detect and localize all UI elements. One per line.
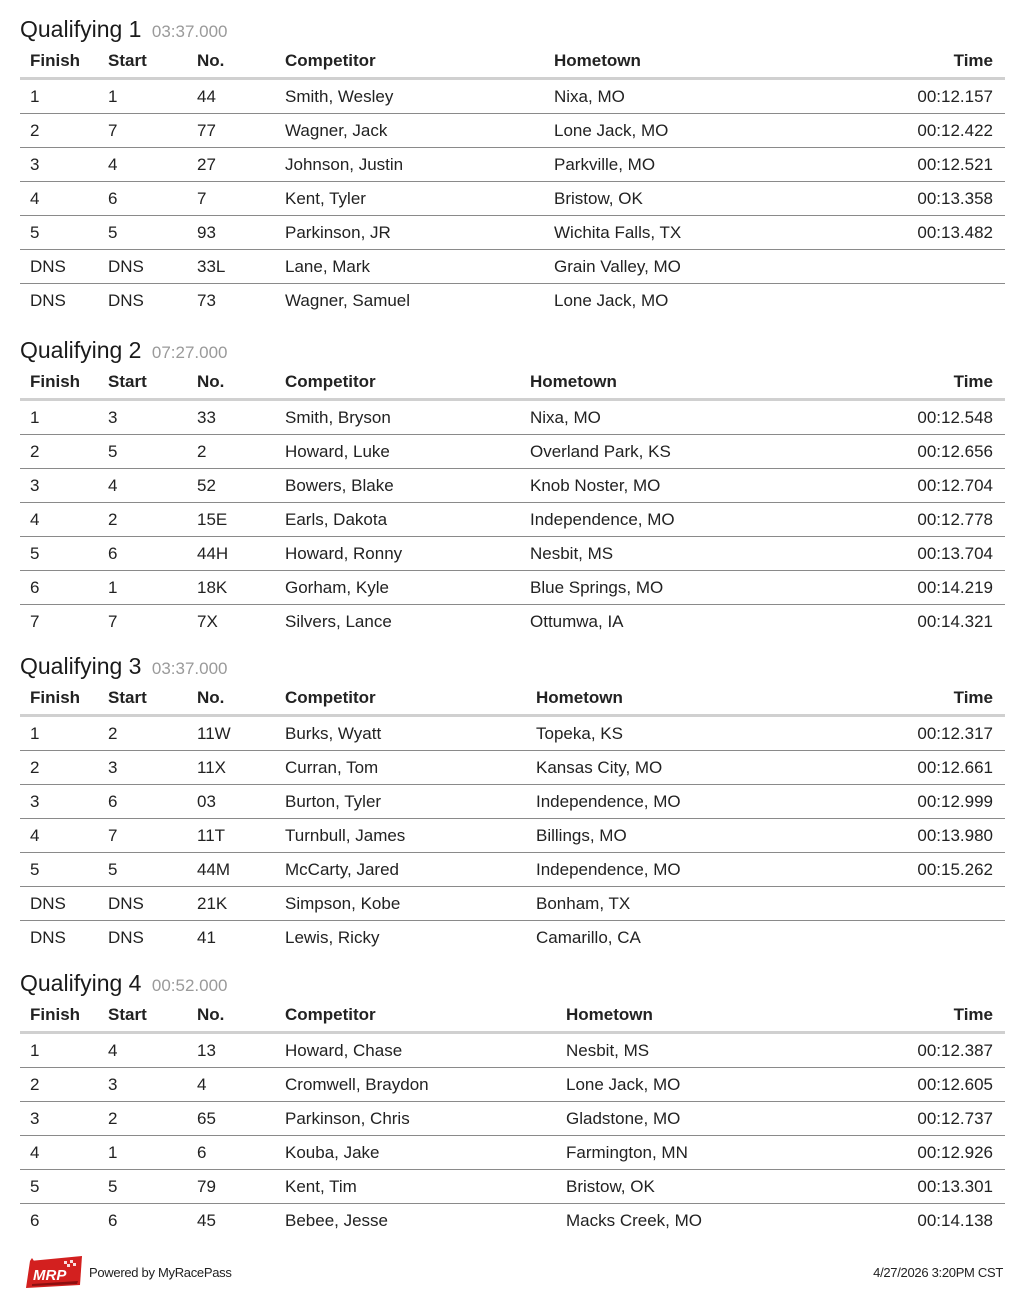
- time-cell: 00:12.548: [824, 400, 1005, 435]
- number-header: No.: [197, 45, 285, 79]
- competitor-header: Competitor: [285, 366, 530, 400]
- hometown-header: Hometown: [530, 366, 824, 400]
- competitor-cell: Smith, Bryson: [285, 400, 530, 435]
- number-cell: 11X: [197, 751, 285, 785]
- logo-text: MRP: [33, 1267, 67, 1284]
- start-cell: 4: [108, 469, 197, 503]
- finish-cell: 5: [20, 216, 108, 250]
- number-cell: 44: [197, 79, 285, 114]
- start-cell: DNS: [108, 887, 197, 921]
- competitor-cell: Parkinson, JR: [285, 216, 554, 250]
- table-row: [20, 284, 1005, 318]
- start-cell: 7: [108, 611, 118, 631]
- finish-cell: 4: [20, 1136, 108, 1170]
- section-title-text: Qualifying 1: [20, 16, 142, 42]
- hometown-cell: Wichita Falls, TX: [554, 216, 824, 250]
- competitor-cell: Howard, Luke: [285, 435, 530, 469]
- table-row: [20, 182, 1005, 216]
- finish-cell: 3: [20, 148, 108, 182]
- start-cell: 1: [108, 79, 197, 114]
- table-row: [20, 1170, 1005, 1204]
- hometown-cell: Parkville, MO: [554, 148, 824, 182]
- time-cell: 00:14.138: [917, 1210, 993, 1230]
- table-row: [20, 605, 1005, 639]
- finish-header: Finish: [20, 682, 108, 716]
- time-cell: 00:12.157: [824, 79, 1005, 114]
- time-cell: 00:13.301: [824, 1170, 1005, 1204]
- table-row: [20, 1136, 1005, 1170]
- number-cell: 15E: [197, 503, 285, 537]
- number-cell: 6: [197, 1136, 285, 1170]
- start-cell: 6: [108, 537, 197, 571]
- hometown-cell: Independence, MO: [536, 853, 824, 887]
- hometown-cell: Bonham, TX: [536, 887, 824, 921]
- competitor-cell: Burton, Tyler: [285, 785, 536, 819]
- section-title: [20, 650, 1005, 682]
- hometown-cell: Grain Valley, MO: [554, 250, 824, 284]
- table-row: [20, 216, 1005, 250]
- competitor-cell: Lewis, Ricky: [285, 927, 380, 947]
- results-body: [20, 716, 1005, 955]
- table-row: [20, 79, 1005, 114]
- competitor-cell: Wagner, Jack: [285, 114, 554, 148]
- finish-cell: DNS: [30, 927, 66, 947]
- finish-cell: 1: [20, 400, 108, 435]
- time-cell: 00:12.999: [824, 785, 1005, 819]
- number-cell: 41: [197, 927, 216, 947]
- time-cell: 00:12.521: [824, 148, 1005, 182]
- start-cell: 2: [108, 503, 197, 537]
- number-cell: 33: [197, 400, 285, 435]
- number-cell: 73: [197, 290, 216, 310]
- section-duration: 00:52.000: [151, 976, 228, 995]
- competitor-cell: Silvers, Lance: [285, 611, 392, 631]
- time-cell: 00:12.422: [824, 114, 1005, 148]
- competitor-cell: Bowers, Blake: [285, 469, 530, 503]
- table-row: [20, 571, 1005, 605]
- time-cell: 00:15.262: [824, 853, 1005, 887]
- hometown-header: Hometown: [536, 682, 824, 716]
- results-table: [20, 45, 1005, 317]
- start-cell: DNS: [108, 250, 197, 284]
- qualifying-section-3: [20, 650, 1005, 954]
- competitor-header: Competitor: [285, 999, 566, 1033]
- hometown-cell: Overland Park, KS: [530, 435, 824, 469]
- start-cell: 6: [108, 182, 197, 216]
- start-cell: 6: [108, 785, 197, 819]
- finish-cell: 1: [20, 79, 108, 114]
- number-cell: 27: [197, 148, 285, 182]
- time-header: Time: [824, 999, 1005, 1033]
- start-cell: DNS: [108, 927, 144, 947]
- time-cell: 00:12.387: [824, 1033, 1005, 1068]
- competitor-cell: Bebee, Jesse: [285, 1210, 389, 1230]
- finish-cell: 2: [20, 114, 108, 148]
- start-header: Start: [108, 682, 197, 716]
- finish-cell: DNS: [20, 250, 108, 284]
- table-header-row: [20, 366, 1005, 400]
- hometown-header: Hometown: [566, 999, 824, 1033]
- finish-cell: 5: [20, 1170, 108, 1204]
- competitor-cell: Howard, Chase: [285, 1033, 566, 1068]
- hometown-cell: Nixa, MO: [530, 400, 824, 435]
- competitor-cell: Gorham, Kyle: [285, 571, 530, 605]
- time-cell: 00:13.482: [824, 216, 1005, 250]
- finish-cell: 7: [30, 611, 40, 631]
- table-row: [20, 1068, 1005, 1102]
- table-row: [20, 114, 1005, 148]
- table-row: [20, 1033, 1005, 1068]
- time-header: Time: [824, 366, 1005, 400]
- competitor-header: Competitor: [285, 682, 536, 716]
- finish-header: Finish: [20, 999, 108, 1033]
- results-table: [20, 682, 1005, 954]
- number-cell: 18K: [197, 571, 285, 605]
- finish-cell: DNS: [30, 290, 66, 310]
- qualifying-section-1: [20, 13, 1005, 317]
- number-cell: 21K: [197, 887, 285, 921]
- table-row: [20, 1102, 1005, 1136]
- finish-cell: 6: [30, 1210, 40, 1230]
- competitor-cell: Cromwell, Braydon: [285, 1068, 566, 1102]
- section-duration: 03:37.000: [151, 22, 228, 41]
- start-header: Start: [108, 45, 197, 79]
- number-cell: 45: [197, 1210, 216, 1230]
- start-cell: 4: [108, 1033, 197, 1068]
- number-cell: 93: [197, 216, 285, 250]
- competitor-cell: Simpson, Kobe: [285, 887, 536, 921]
- number-header: No.: [197, 999, 285, 1033]
- table-row: [20, 469, 1005, 503]
- time-cell: 00:13.980: [824, 819, 1005, 853]
- hometown-cell: Billings, MO: [536, 819, 824, 853]
- finish-cell: 5: [20, 853, 108, 887]
- section-title-text: Qualifying 4: [20, 970, 142, 996]
- competitor-cell: Burks, Wyatt: [285, 716, 536, 751]
- hometown-cell: Kansas City, MO: [536, 751, 824, 785]
- time-cell: 00:14.321: [917, 611, 993, 631]
- number-cell: 11T: [197, 819, 285, 853]
- hometown-cell: Gladstone, MO: [566, 1102, 824, 1136]
- section-title-text: Qualifying 2: [20, 337, 142, 363]
- table-row: [20, 503, 1005, 537]
- finish-cell: 6: [20, 571, 108, 605]
- start-cell: 2: [108, 716, 197, 751]
- time-cell: 00:12.778: [824, 503, 1005, 537]
- start-cell: 3: [108, 751, 197, 785]
- start-cell: 1: [108, 571, 197, 605]
- table-header-row: [20, 682, 1005, 716]
- time-header: Time: [824, 45, 1005, 79]
- table-row: [20, 400, 1005, 435]
- number-cell: 4: [197, 1068, 285, 1102]
- time-cell: 00:12.737: [824, 1102, 1005, 1136]
- time-cell: 00:13.704: [824, 537, 1005, 571]
- results-body: [20, 400, 1005, 639]
- qualifying-section-2: [20, 334, 1005, 638]
- start-cell: 5: [108, 435, 197, 469]
- start-cell: DNS: [108, 290, 144, 310]
- finish-cell: 2: [20, 1068, 108, 1102]
- results-table: [20, 366, 1005, 638]
- section-duration: 07:27.000: [151, 343, 228, 362]
- competitor-cell: Kent, Tyler: [285, 182, 554, 216]
- myracepass-logo: [24, 1255, 84, 1289]
- hometown-cell: Macks Creek, MO: [566, 1210, 703, 1230]
- finish-header: Finish: [20, 366, 108, 400]
- competitor-cell: Howard, Ronny: [285, 537, 530, 571]
- start-cell: 2: [108, 1102, 197, 1136]
- competitor-header: Competitor: [285, 45, 554, 79]
- print-timestamp: 4/27/2026 3:20PM CST: [873, 1265, 1003, 1280]
- table-row: [20, 1204, 1005, 1238]
- number-cell: 79: [197, 1170, 285, 1204]
- number-cell: 03: [197, 785, 285, 819]
- time-cell: 00:12.926: [824, 1136, 1005, 1170]
- start-cell: 6: [108, 1210, 118, 1230]
- number-cell: 7: [197, 182, 285, 216]
- start-cell: 3: [108, 1068, 197, 1102]
- hometown-cell: Lone Jack, MO: [554, 290, 669, 310]
- time-cell: 00:14.219: [824, 571, 1005, 605]
- time-header: Time: [824, 682, 1005, 716]
- hometown-cell: Bristow, OK: [566, 1170, 824, 1204]
- hometown-cell: Nesbit, MS: [530, 537, 824, 571]
- hometown-cell: Blue Springs, MO: [530, 571, 824, 605]
- competitor-cell: Smith, Wesley: [285, 79, 554, 114]
- finish-cell: 4: [20, 182, 108, 216]
- time-cell: [824, 921, 1005, 955]
- competitor-cell: Wagner, Samuel: [285, 290, 411, 310]
- section-title: [20, 13, 1005, 45]
- hometown-cell: Independence, MO: [530, 503, 824, 537]
- number-cell: 7X: [197, 611, 218, 631]
- hometown-cell: Independence, MO: [536, 785, 824, 819]
- results-body: [20, 79, 1005, 318]
- start-cell: 3: [108, 400, 197, 435]
- hometown-cell: Lone Jack, MO: [554, 114, 824, 148]
- hometown-cell: Knob Noster, MO: [530, 469, 824, 503]
- start-cell: 4: [108, 148, 197, 182]
- powered-by-text: Powered by MyRacePass: [89, 1265, 232, 1280]
- time-cell: 00:12.661: [824, 751, 1005, 785]
- time-cell: [824, 887, 1005, 921]
- competitor-cell: Earls, Dakota: [285, 503, 530, 537]
- time-cell: 00:12.704: [824, 469, 1005, 503]
- table-header-row: [20, 999, 1005, 1033]
- section-title: [20, 967, 1005, 999]
- competitor-cell: McCarty, Jared: [285, 853, 536, 887]
- hometown-cell: Farmington, MN: [566, 1136, 824, 1170]
- start-cell: 7: [108, 819, 197, 853]
- section-title-text: Qualifying 3: [20, 653, 142, 679]
- start-cell: 1: [108, 1136, 197, 1170]
- competitor-cell: Curran, Tom: [285, 751, 536, 785]
- hometown-cell: Lone Jack, MO: [566, 1068, 824, 1102]
- number-cell: 13: [197, 1033, 285, 1068]
- competitor-cell: Johnson, Justin: [285, 148, 554, 182]
- finish-cell: 2: [20, 751, 108, 785]
- number-cell: 65: [197, 1102, 285, 1136]
- table-row: [20, 751, 1005, 785]
- number-cell: 44M: [197, 853, 285, 887]
- results-body: [20, 1033, 1005, 1238]
- finish-cell: DNS: [20, 887, 108, 921]
- finish-cell: 1: [20, 1033, 108, 1068]
- number-cell: 77: [197, 114, 285, 148]
- competitor-cell: Lane, Mark: [285, 250, 554, 284]
- start-cell: 7: [108, 114, 197, 148]
- finish-cell: 3: [20, 785, 108, 819]
- start-cell: 5: [108, 853, 197, 887]
- table-row: [20, 435, 1005, 469]
- table-row: [20, 716, 1005, 751]
- hometown-cell: Bristow, OK: [554, 182, 824, 216]
- number-cell: 52: [197, 469, 285, 503]
- time-cell: 00:13.358: [824, 182, 1005, 216]
- hometown-cell: Camarillo, CA: [536, 927, 641, 947]
- table-row: [20, 537, 1005, 571]
- table-row: [20, 887, 1005, 921]
- hometown-cell: Topeka, KS: [536, 716, 824, 751]
- number-cell: 11W: [197, 716, 285, 751]
- section-title: [20, 334, 1005, 366]
- time-cell: 00:12.605: [824, 1068, 1005, 1102]
- section-duration: 03:37.000: [151, 659, 228, 678]
- finish-cell: 2: [20, 435, 108, 469]
- finish-header: Finish: [20, 45, 108, 79]
- page-footer: [20, 1253, 1005, 1293]
- competitor-cell: Turnbull, James: [285, 819, 536, 853]
- finish-cell: 1: [20, 716, 108, 751]
- start-cell: 5: [108, 1170, 197, 1204]
- number-cell: 33L: [197, 250, 285, 284]
- table-row: [20, 853, 1005, 887]
- start-header: Start: [108, 999, 197, 1033]
- hometown-cell: Ottumwa, IA: [530, 611, 624, 631]
- time-cell: 00:12.317: [824, 716, 1005, 751]
- qualifying-section-4: [20, 967, 1005, 1237]
- finish-cell: 4: [20, 503, 108, 537]
- number-cell: 44H: [197, 537, 285, 571]
- number-header: No.: [197, 682, 285, 716]
- time-cell: [824, 284, 1005, 318]
- finish-cell: 4: [20, 819, 108, 853]
- finish-cell: 3: [20, 1102, 108, 1136]
- time-cell: [824, 250, 1005, 284]
- finish-cell: 5: [20, 537, 108, 571]
- table-row: [20, 921, 1005, 955]
- hometown-header: Hometown: [554, 45, 824, 79]
- table-row: [20, 819, 1005, 853]
- table-row: [20, 250, 1005, 284]
- number-header: No.: [197, 366, 285, 400]
- start-header: Start: [108, 366, 197, 400]
- hometown-cell: Nixa, MO: [554, 79, 824, 114]
- finish-cell: 3: [20, 469, 108, 503]
- competitor-cell: Parkinson, Chris: [285, 1102, 566, 1136]
- time-cell: 00:12.656: [824, 435, 1005, 469]
- table-row: [20, 785, 1005, 819]
- hometown-cell: Nesbit, MS: [566, 1033, 824, 1068]
- competitor-cell: Kent, Tim: [285, 1170, 566, 1204]
- table-row: [20, 148, 1005, 182]
- start-cell: 5: [108, 216, 197, 250]
- number-cell: 2: [197, 435, 285, 469]
- table-header-row: [20, 45, 1005, 79]
- results-table: [20, 999, 1005, 1237]
- competitor-cell: Kouba, Jake: [285, 1136, 566, 1170]
